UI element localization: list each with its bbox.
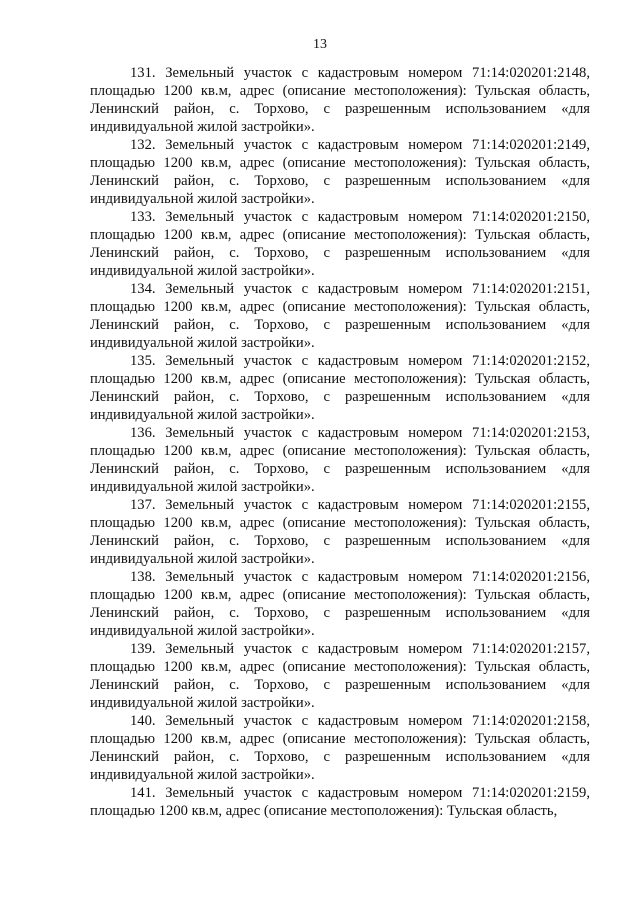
item-number: 134.: [130, 281, 156, 297]
list-item: [90, 136, 590, 208]
item-number: 133.: [130, 209, 156, 225]
item-number: 139.: [130, 641, 156, 657]
item-number: 141.: [130, 785, 156, 801]
item-text: Земельный участок с кадастровым номером 71:14:020201:2156, площадью 1200 кв.м, адрес (описание местоположения): Тульская область, Ленинский район, с. Торхово, с разрешенным использованием «для индивидуальной жилой застройки».: [90, 569, 590, 639]
list-item: [90, 424, 590, 496]
list-item: [90, 280, 590, 352]
item-text: Земельный участок с кадастровым номером 71:14:020201:2151, площадью 1200 кв.м, адрес (описание местоположения): Тульская область, Ленинский район, с. Торхово, с разрешенным использованием «для индивидуальной жилой застройки».: [90, 281, 590, 351]
list-item: [90, 568, 590, 640]
item-text: Земельный участок с кадастровым номером 71:14:020201:2153, площадью 1200 кв.м, адрес (описание местоположения): Тульская область, Ленинский район, с. Торхово, с разрешенным использованием «для индивидуальной жилой застройки».: [90, 425, 590, 495]
item-text: Земельный участок с кадастровым номером 71:14:020201:2152, площадью 1200 кв.м, адрес (описание местоположения): Тульская область, Ленинский район, с. Торхово, с разрешенным использованием «для индивидуальной жилой застройки».: [90, 353, 590, 423]
item-text: Земельный участок с кадастровым номером 71:14:020201:2155, площадью 1200 кв.м, адрес (описание местоположения): Тульская область, Ленинский район, с. Торхово, с разрешенным использованием «для индивидуальной жилой застройки».: [90, 497, 590, 567]
list-item: [90, 640, 590, 712]
item-text: Земельный участок с кадастровым номером 71:14:020201:2149, площадью 1200 кв.м, адрес (описание местоположения): Тульская область, Ленинский район, с. Торхово, с разрешенным использованием «для индивидуальной жилой застройки».: [90, 137, 590, 207]
list-item: [90, 208, 590, 280]
item-text: Земельный участок с кадастровым номером 71:14:020201:2159, площадью 1200 кв.м, адрес (описание местоположения): Тульская область,: [90, 785, 590, 819]
item-text: Земельный участок с кадастровым номером 71:14:020201:2150, площадью 1200 кв.м, адрес (описание местоположения): Тульская область, Ленинский район, с. Торхово, с разрешенным использованием «для индивидуальной жилой застройки».: [90, 209, 590, 279]
document-body: [90, 64, 590, 820]
list-item: [90, 496, 590, 568]
list-item: [90, 352, 590, 424]
page-number: 13: [313, 37, 327, 52]
list-item: [90, 64, 590, 136]
list-item: [90, 712, 590, 784]
item-text: Земельный участок с кадастровым номером 71:14:020201:2157, площадью 1200 кв.м, адрес (описание местоположения): Тульская область, Ленинский район, с. Торхово, с разрешенным использованием «для индивидуальной жилой застройки».: [90, 641, 590, 711]
item-text: Земельный участок с кадастровым номером 71:14:020201:2158, площадью 1200 кв.м, адрес (описание местоположения): Тульская область, Ленинский район, с. Торхово, с разрешенным использованием «для индивидуальной жилой застройки».: [90, 713, 590, 783]
item-number: 136.: [130, 425, 156, 441]
item-number: 137.: [130, 497, 156, 513]
item-text: Земельный участок с кадастровым номером 71:14:020201:2148, площадью 1200 кв.м, адрес (описание местоположения): Тульская область, Ленинский район, с. Торхово, с разрешенным использованием «для индивидуальной жилой застройки».: [90, 65, 590, 135]
item-number: 131.: [130, 65, 156, 81]
item-number: 135.: [130, 353, 156, 369]
item-number: 138.: [130, 569, 156, 585]
item-number: 132.: [130, 137, 156, 153]
list-item: [90, 784, 590, 820]
item-number: 140.: [130, 713, 156, 729]
